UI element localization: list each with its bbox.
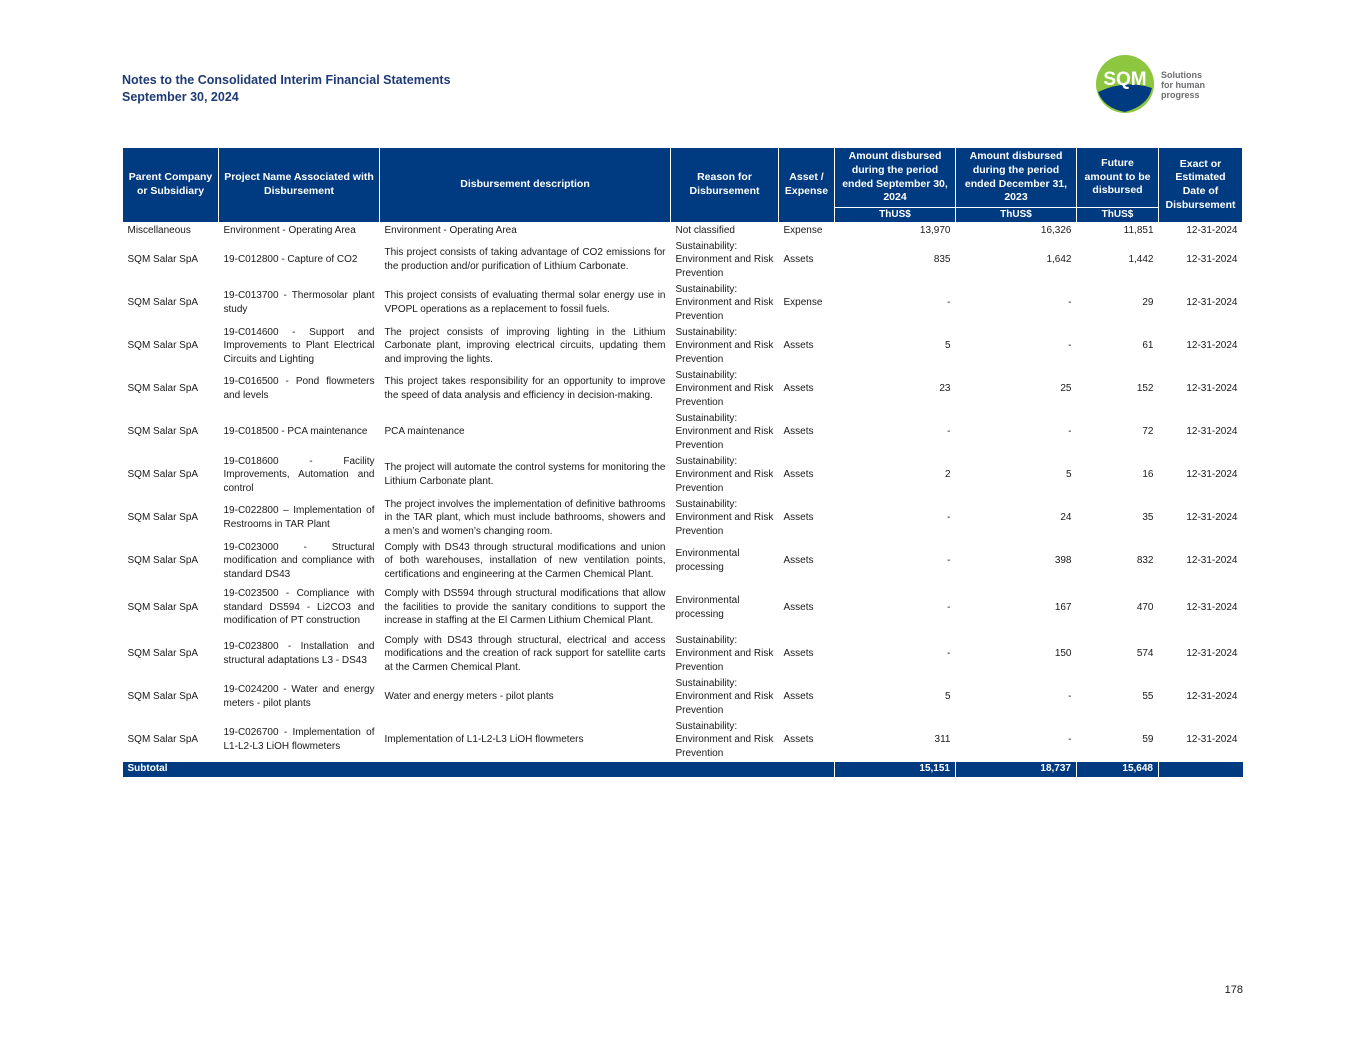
cell-future-amount: 574 [1136,648,1154,660]
cell-asset-expense: Expense [783,224,823,236]
header-parent-company: Parent Company or Subsidiary [123,148,219,223]
cell-project-name: 19-C012800 - Capture of CO2 [223,254,358,266]
table-row [123,325,1243,368]
cell-asset-expense: Assets [783,469,814,481]
cell-reason: Sustainability: Environment and Risk Prevention [675,326,774,365]
cell-project-name: 19-C016500 - Pond flowmeters and levels [223,376,375,401]
cell-parent-company: SQM Salar SpA [127,426,199,438]
cell-amount-2023: - [1068,734,1072,746]
cell-reason: Environmental processing [675,594,740,620]
cell-future-amount: 1,442 [1128,254,1154,266]
cell-amount-2024: 5 [944,340,951,352]
document-title: Notes to the Consolidated Interim Financial Statements [122,73,451,87]
header-amount-2024: Amount disbursed during the period ended September 30, 2024 [835,148,956,208]
header-future-amount: Future amount to be disbursed [1077,148,1159,208]
cell-amount-2023: - [1068,691,1072,703]
cell-parent-company: SQM Salar SpA [127,691,199,703]
table-row [123,454,1243,497]
cell-amount-2023: 167 [1054,601,1072,613]
cell-reason: Environmental processing [675,548,740,573]
cell-parent-company: SQM Salar SpA [127,254,199,266]
cell-date: 12-31-2024 [1186,469,1238,481]
cell-amount-2023: 24 [1060,512,1072,524]
cell-asset-expense: Assets [783,340,814,352]
cell-description: This project consists of taking advantage of CO2 emissions for the production and/or purification of Lithium Carbonate. [384,247,666,272]
cell-future-amount: 16 [1142,469,1154,481]
subtotal-label: Subtotal [123,762,835,777]
cell-amount-2024: 835 [933,254,951,266]
table-row [123,497,1243,540]
cell-amount-2023: - [1068,426,1072,438]
cell-amount-2024: 23 [939,383,951,395]
cell-project-name: 19-C018500 - PCA maintenance [223,426,368,438]
unit-label: ThUS$ [1077,208,1159,223]
cell-parent-company: SQM Salar SpA [127,469,199,481]
logo-tagline-line: Solutions [1161,70,1202,80]
table-row [123,676,1243,719]
cell-amount-2023: 25 [1060,383,1072,395]
table-row [123,719,1243,762]
cell-amount-2023: - [1068,297,1072,309]
cell-description: This project takes responsibility for an opportunity to improve the speed of data analysis and efficiency in decision-making. [384,376,666,401]
cell-description: Water and energy meters - pilot plants [384,691,554,703]
cell-date: 12-31-2024 [1186,734,1238,746]
cell-amount-2023: - [1068,340,1072,352]
cell-reason: Not classified [675,224,735,236]
cell-reason: Sustainability: Environment and Risk Prevention [675,412,774,451]
table-row [123,411,1243,454]
cell-parent-company: SQM Salar SpA [127,601,199,613]
cell-reason: Sustainability: Environment and Risk Prevention [675,634,774,673]
table-row [123,223,1243,239]
cell-description: Comply with DS43 through structural modifications and union of both warehouses, installation of new ventilation points, certifications and engineering at the Carmen Chemical Plant. [384,541,666,580]
cell-amount-2024: - [947,426,951,438]
cell-amount-2024: - [947,512,951,524]
table-row [123,583,1243,633]
cell-asset-expense: Assets [783,254,814,266]
cell-description: PCA maintenance [384,426,465,438]
cell-asset-expense: Assets [783,601,814,613]
cell-parent-company: SQM Salar SpA [127,512,199,524]
cell-reason: Sustainability: Environment and Risk Prevention [675,455,774,494]
header-description: Disbursement description [380,148,671,223]
disbursement-table [122,147,1243,777]
table-row [123,368,1243,411]
cell-amount-2023: 16,326 [1040,224,1072,236]
cell-asset-expense: Assets [783,426,814,438]
cell-project-name: 19-C023800 - Installation and structural adaptations L3 - DS43 [223,641,375,666]
cell-asset-expense: Assets [783,512,814,524]
unit-label: ThUS$ [835,208,956,223]
cell-reason: Sustainability: Environment and Risk Prevention [675,677,774,716]
logo-tagline-line: for human [1161,80,1205,90]
cell-date: 12-31-2024 [1186,601,1238,613]
cell-description: The project involves the implementation of definitive bathrooms in the TAR plant, which must include bathrooms, showers and a men’s and women’s changing room. [384,498,666,537]
cell-description: The project will automate the control systems for monitoring the Lithium Carbonate plant. [384,462,666,487]
cell-description: This project consists of evaluating thermal solar energy use in VPOPL operations as a replacement to fossil fuels. [384,290,666,315]
cell-reason: Sustainability: Environment and Risk Prevention [675,498,774,537]
header-project-name: Project Name Associated with Disbursement [219,148,380,223]
cell-description: Environment - Operating Area [384,224,517,236]
logo-tagline-line: progress [1161,90,1200,100]
cell-future-amount: 470 [1136,601,1154,613]
cell-reason: Sustainability: Environment and Risk Prevention [675,240,774,279]
cell-date: 12-31-2024 [1186,648,1238,660]
cell-future-amount: 29 [1142,297,1154,309]
page-number: 178 [1224,984,1243,996]
cell-amount-2024: - [947,648,951,660]
table-row [123,282,1243,325]
cell-reason: Sustainability: Environment and Risk Prevention [675,720,774,759]
cell-asset-expense: Assets [783,383,814,395]
cell-future-amount: 72 [1142,426,1154,438]
cell-project-name: 19-C023500 - Compliance with standard DS594 - Li2CO3 and modification of PT construction [223,588,375,627]
cell-amount-2023: 5 [1065,469,1072,481]
cell-amount-2024: 13,970 [919,224,951,236]
cell-parent-company: SQM Salar SpA [127,383,199,395]
cell-asset-expense: Assets [783,648,814,660]
header-date: Exact or Estimated Date of Disbursement [1159,148,1243,223]
unit-label: ThUS$ [956,208,1077,223]
cell-date: 12-31-2024 [1186,254,1238,266]
cell-future-amount: 152 [1136,383,1154,395]
table-row [123,239,1243,282]
subtotal-row [123,762,1243,777]
cell-amount-2024: 5 [944,691,951,703]
document-date: September 30, 2024 [122,90,239,104]
cell-date: 12-31-2024 [1186,383,1238,395]
logo-brand: SQM [1103,69,1147,90]
cell-date: 12-31-2024 [1186,426,1238,438]
cell-date: 12-31-2024 [1186,555,1238,567]
cell-project-name: 19-C024200 - Water and energy meters - pilot plants [223,684,375,709]
subtotal-amount-2024: 15,151 [835,762,956,777]
cell-asset-expense: Expense [783,297,823,309]
cell-parent-company: SQM Salar SpA [127,648,199,660]
table-body [123,223,1243,762]
cell-date: 12-31-2024 [1186,691,1238,703]
cell-project-name: 19-C013700 - Thermosolar plant study [223,290,375,315]
cell-project-name: Environment - Operating Area [223,224,356,236]
cell-description: Implementation of L1-L2-L3 LiOH flowmeters [384,734,584,746]
cell-amount-2024: - [947,297,951,309]
subtotal-future: 15,648 [1077,762,1159,777]
cell-parent-company: SQM Salar SpA [127,555,199,567]
cell-asset-expense: Assets [783,734,814,746]
cell-project-name: 19-C026700 - Implementation of L1-L2-L3 LiOH flowmeters [223,727,375,752]
cell-amount-2023: 398 [1054,555,1072,567]
cell-project-name: 19-C023000 - Structural modification and compliance with standard DS43 [223,541,375,580]
cell-reason: Sustainability: Environment and Risk Prevention [675,283,774,322]
cell-future-amount: 59 [1142,734,1154,746]
cell-future-amount: 832 [1136,555,1154,567]
cell-parent-company: SQM Salar SpA [127,297,199,309]
logo-tagline [1161,70,1205,100]
table-header-row [123,148,1243,208]
header-reason: Reason for Disbursement [671,148,779,223]
cell-asset-expense: Assets [783,691,814,703]
table-row [123,633,1243,676]
cell-project-name: 19-C014600 - Support and Improvements to Plant Electrical Circuits and Lighting [223,326,375,365]
cell-future-amount: 35 [1142,512,1154,524]
cell-parent-company: Miscellaneous [127,224,191,236]
cell-project-name: 19-C018600 - Facility Improvements, Automation and control [223,455,375,494]
document-header [122,72,451,106]
cell-future-amount: 55 [1142,691,1154,703]
subtotal-date [1159,762,1243,777]
cell-description: Comply with DS594 through structural modifications that allow the facilities to provide the sanitary conditions to support the increase in staffing at the El Carmen Lithium Chemical Plant. [384,588,666,627]
header-amount-2023: Amount disbursed during the period ended December 31, 2023 [956,148,1077,208]
cell-amount-2024: - [947,555,951,567]
cell-future-amount: 61 [1142,340,1154,352]
cell-reason: Sustainability: Environment and Risk Prevention [675,369,774,408]
cell-date: 12-31-2024 [1186,297,1238,309]
header-asset-expense: Asset / Expense [779,148,835,223]
cell-parent-company: SQM Salar SpA [127,734,199,746]
cell-amount-2024: 2 [944,469,951,481]
cell-date: 12-31-2024 [1186,224,1238,236]
subtotal-amount-2023: 18,737 [956,762,1077,777]
cell-description: The project consists of improving lighting in the Lithium Carbonate plant, improving electrical circuits, updating them and improving the lights. [384,326,666,365]
table-row [123,540,1243,583]
cell-description: Comply with DS43 through structural, electrical and access modifications and the creation of rack support for satellite carts at the Carmen Chemical Plant. [384,634,666,673]
cell-amount-2024: 311 [934,734,951,746]
cell-amount-2023: 1,642 [1046,254,1072,266]
cell-amount-2023: 150 [1054,648,1072,660]
cell-date: 12-31-2024 [1186,512,1238,524]
cell-parent-company: SQM Salar SpA [127,340,199,352]
cell-future-amount: 11,851 [1123,224,1154,236]
cell-project-name: 19-C022800 – Implementation of Restrooms in TAR Plant [223,505,375,530]
cell-asset-expense: Assets [783,555,814,567]
cell-date: 12-31-2024 [1186,340,1238,352]
cell-amount-2024: - [947,601,951,613]
